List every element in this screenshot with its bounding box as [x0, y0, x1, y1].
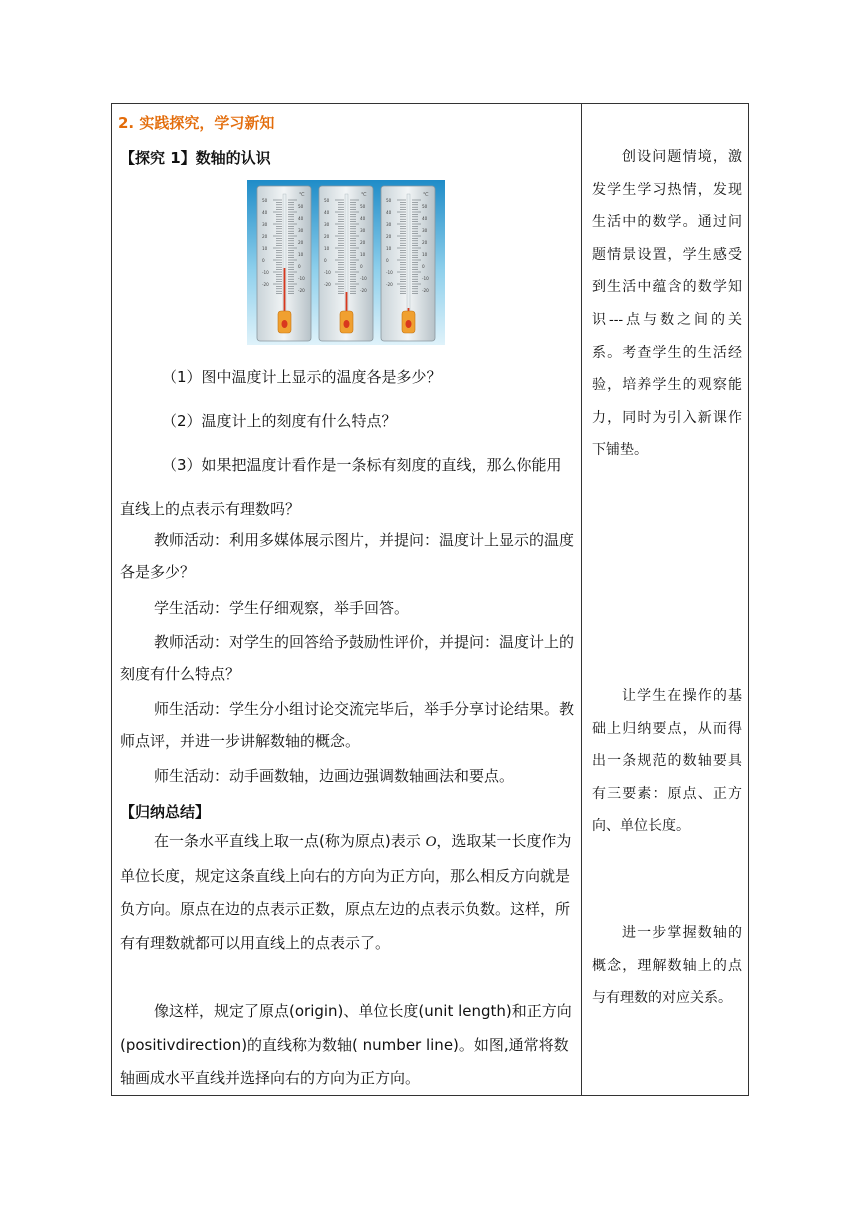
- scale-label: 50: [360, 204, 366, 209]
- question-2: （2）温度计上的刻度有什么特点？: [162, 412, 397, 430]
- scale-label: 20: [386, 234, 392, 239]
- scale-label: 40: [422, 216, 428, 221]
- scale-label: 0: [262, 258, 265, 263]
- scale-label: 10: [324, 246, 330, 251]
- scale-label: -10: [324, 270, 331, 275]
- scale-label: 30: [386, 222, 392, 227]
- scale-label: -10: [262, 270, 269, 275]
- mercury: [284, 268, 286, 314]
- notes-column: [582, 104, 749, 1095]
- scale-label: 10: [298, 252, 304, 257]
- scale-label: 0: [324, 258, 327, 263]
- question-1: （1）图中温度计上显示的温度各是多少？: [162, 368, 442, 386]
- scale-label: 40: [262, 210, 268, 215]
- scale-label: 50: [386, 198, 392, 203]
- summary-p1-after: ，选取某一长度作为单位长度，规定这条直线上向右的方向为正方向，那么相反方向就是负方向。原点在边的点表示正数，原点左边的点表示负数。这样，所有有理数就都可以用直线上的点表示了。: [120, 832, 572, 952]
- design-note-3: 进一步掌握数轴的概念，理解数轴上的点与有理数的对应关系。: [592, 925, 742, 1007]
- scale-label: -20: [386, 282, 393, 287]
- summary-paragraph-2: 像这样，规定了原点(origin)、单位长度(unit length)和正方向(positivdirection)的直线称为数轴( number line)。如图,通常将数轴画成水平直线并选择向右的方向为正方向。: [120, 1002, 572, 1087]
- joint-activity-2: 师生活动：动手画数轴，边画边强调数轴画法和要点。: [154, 767, 515, 785]
- origin-symbol: O: [425, 834, 437, 850]
- scale-label: -20: [360, 288, 367, 293]
- teacher-activity-2: 教师活动：对学生的回答给予鼓励性评价，并提问：温度计上的刻度有什么特点？: [120, 633, 575, 683]
- scale-label: -10: [386, 270, 393, 275]
- scale-label: -20: [324, 282, 331, 287]
- design-note-1: 创设问题情境，激发学生学习热情，发现生活中的数学。通过问题情景设置，学生感受到生活中蕴含的数学知识---点与数之间的关系。考查学生的生活经验，培养学生的观察能力，同时为引入新课作下铺垫。: [592, 149, 742, 459]
- scale-label: 30: [360, 228, 366, 233]
- thermometer: [381, 186, 435, 341]
- student-activity: 学生活动：学生仔细观察，举手回答。: [154, 599, 410, 617]
- scale-label: 20: [360, 240, 366, 245]
- scale-label: 30: [324, 222, 330, 227]
- thermometers-illustration: [247, 180, 445, 345]
- scale-label: 10: [360, 252, 366, 257]
- lesson-table: [111, 103, 749, 1096]
- bulb: [406, 320, 412, 328]
- tube: [407, 194, 410, 314]
- scale-label: 40: [360, 216, 366, 221]
- bulb: [282, 320, 288, 328]
- scale-label: 0: [386, 258, 389, 263]
- scale-label: 20: [422, 240, 428, 245]
- thermometer: [319, 186, 373, 341]
- unit-label: ℃: [423, 192, 429, 198]
- section-heading: 2. 实践探究，学习新知: [118, 114, 275, 132]
- explore-title: 【探究 1】数轴的认识: [120, 149, 271, 167]
- summary-title: 【归纳总结】: [120, 803, 211, 821]
- scale-label: 50: [262, 198, 268, 203]
- scale-label: -10: [298, 276, 305, 281]
- unit-label: ℃: [299, 192, 305, 198]
- thermometer-image: [247, 180, 445, 345]
- unit-label: ℃: [361, 192, 367, 198]
- scale-label: 40: [298, 216, 304, 221]
- design-note-2: 让学生在操作的基础上归纳要点，从而得出一条规范的数轴要具有三要素：原点、正方向、单位长度。: [592, 688, 742, 835]
- scale-label: 40: [386, 210, 392, 215]
- scale-label: 20: [262, 234, 268, 239]
- teacher-activity-1: 教师活动：利用多媒体展示图片，并提问：温度计上显示的温度各是多少？: [120, 531, 575, 581]
- scale-label: 40: [324, 210, 330, 215]
- content-column: [112, 104, 581, 1095]
- scale-label: -20: [262, 282, 269, 287]
- scale-label: 10: [422, 252, 428, 257]
- scale-label: 20: [324, 234, 330, 239]
- scale-label: 20: [298, 240, 304, 245]
- scale-label: 30: [422, 228, 428, 233]
- scale-label: 30: [262, 222, 268, 227]
- scale-label: 0: [298, 264, 301, 269]
- summary-paragraph-1: [120, 825, 575, 960]
- scale-label: 10: [386, 246, 392, 251]
- joint-activity-1: 师生活动：学生分小组讨论交流完毕后，举手分享讨论结果。教师点评，并进一步讲解数轴的概念。: [120, 700, 575, 750]
- scale-label: 0: [422, 264, 425, 269]
- scale-label: -20: [422, 288, 429, 293]
- scale-label: 50: [422, 204, 428, 209]
- scale-label: 0: [360, 264, 363, 269]
- scale-label: -10: [360, 276, 367, 281]
- bulb: [344, 320, 350, 328]
- question-3: （3）如果把温度计看作是一条标有刻度的直线，那么你能用直线上的点表示有理数吗？: [120, 456, 562, 518]
- scale-label: -10: [422, 276, 429, 281]
- scale-label: 10: [262, 246, 268, 251]
- scale-label: 50: [324, 198, 330, 203]
- scale-label: -20: [298, 288, 305, 293]
- thermometer: [257, 186, 311, 341]
- scale-label: 30: [298, 228, 304, 233]
- scale-label: 50: [298, 204, 304, 209]
- summary-p1-before: 在一条水平直线上取一点(称为原点)表示: [154, 832, 426, 850]
